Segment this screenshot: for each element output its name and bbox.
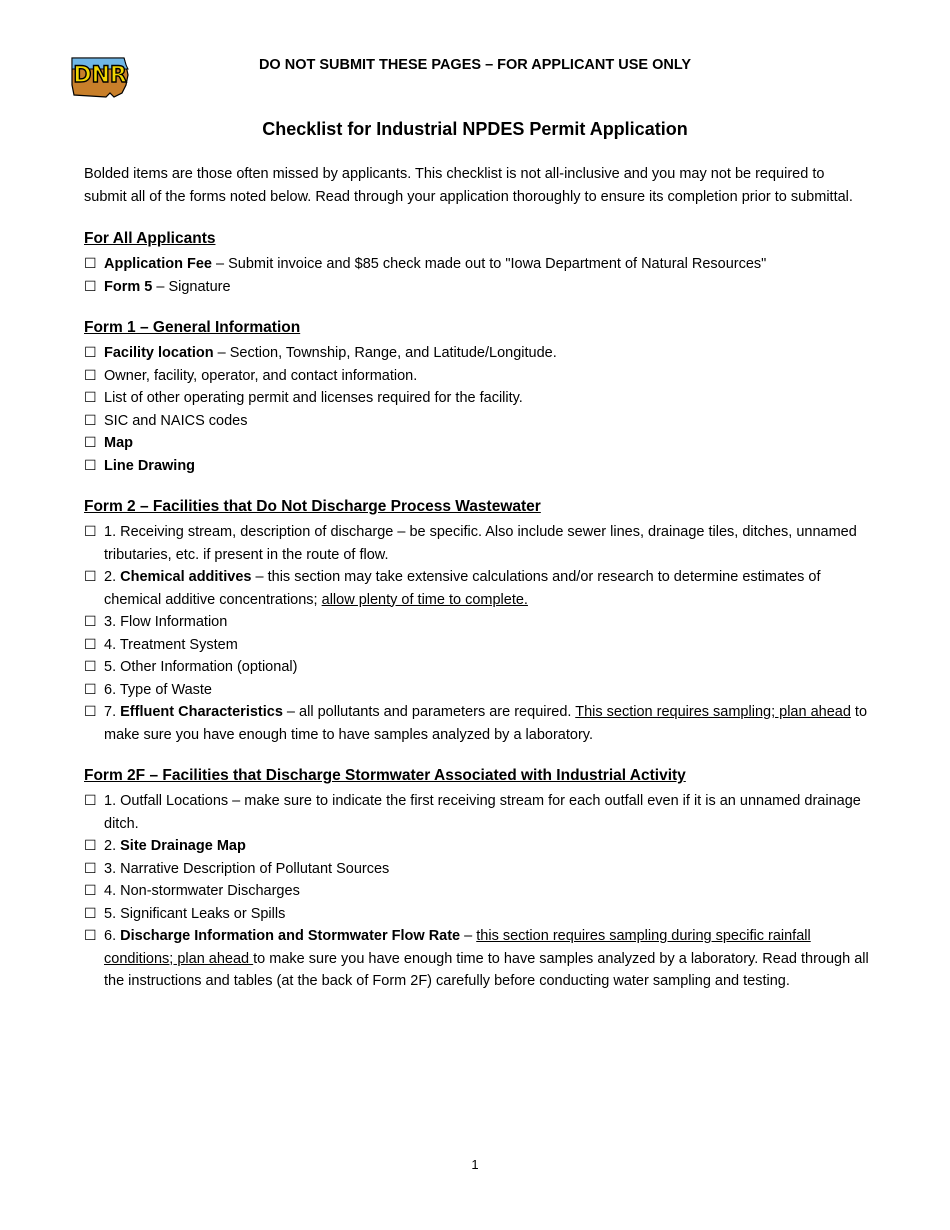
checklist-item[interactable]: ☐ 4. Treatment System [84, 634, 870, 657]
checkbox-icon[interactable]: ☐ [84, 681, 97, 698]
checklist-item[interactable]: ☐ 7. Effluent Characteristics – all pollutants and parameters are required. This section requires sampling; plan ahead to make sure you have enough time to have samples analyzed by a laboratory. [84, 701, 870, 746]
checkbox-icon[interactable]: ☐ [84, 928, 97, 944]
logo-text: DNR [73, 63, 127, 88]
checklist-item[interactable]: ☐ 2. Site Drainage Map [84, 835, 870, 858]
section-form1 [84, 316, 870, 477]
checkbox-icon[interactable]: ☐ [84, 569, 97, 585]
checkbox-icon[interactable]: ☐ [84, 614, 97, 630]
checkbox-icon[interactable]: ☐ [84, 838, 97, 854]
section-title: Form 1 – General Information [84, 319, 301, 336]
checkbox-icon[interactable]: ☐ [84, 412, 97, 429]
page-number: 1 [471, 1157, 479, 1172]
checkbox-icon[interactable]: ☐ [84, 367, 97, 384]
checklist-item[interactable]: ☐ Line Drawing [84, 455, 870, 478]
section-title: For All Applicants [84, 230, 216, 247]
checkbox-icon[interactable]: ☐ [84, 278, 97, 295]
checklist-item[interactable]: ☐ 6. Type of Waste [84, 679, 870, 702]
checklist-item[interactable]: ☐ 1. Outfall Locations – make sure to indicate the first receiving stream for each outfall even if it is an unnamed drainage ditch. [84, 790, 870, 835]
checklist-item[interactable]: ☐ 4. Non-stormwater Discharges [84, 880, 870, 903]
section-title: Form 2F – Facilities that Discharge Stormwater Associated with Industrial Activity [84, 767, 686, 784]
checklist-item[interactable]: ☐ 6. Discharge Information and Stormwater Flow Rate – this section requires sampling during specific rainfall conditions; plan ahead to make sure you have enough time to have samples analyzed by a laboratory. Read through all the instructions and tables (at the back of Form 2F) carefully before conducting water sampling and testing. [84, 925, 870, 993]
checkbox-icon[interactable]: ☐ [84, 457, 97, 474]
checkbox-icon[interactable]: ☐ [84, 636, 97, 653]
checklist-item[interactable]: ☐ Map [84, 432, 870, 455]
checklist-item[interactable]: ☐ Owner, facility, operator, and contact information. [84, 365, 870, 388]
checkbox-icon[interactable]: ☐ [84, 256, 97, 272]
checkbox-icon[interactable]: ☐ [84, 860, 97, 877]
checkbox-icon[interactable]: ☐ [84, 524, 97, 540]
checkbox-icon[interactable]: ☐ [84, 390, 97, 406]
checklist-item[interactable]: ☐ Application Fee – Submit invoice and $85 check made out to "Iowa Department of Natural Resources" [84, 253, 870, 276]
checklist-item[interactable]: ☐ SIC and NAICS codes [84, 410, 870, 433]
section-title: Form 2 – Facilities that Do Not Discharge Process Wastewater [84, 498, 541, 515]
header-note: DO NOT SUBMIT THESE PAGES – FOR APPLICANT USE ONLY [258, 57, 692, 73]
checkbox-icon[interactable]: ☐ [84, 345, 97, 361]
page-title: Checklist for Industrial NPDES Permit Application [262, 119, 688, 139]
checkbox-icon[interactable]: ☐ [84, 905, 97, 922]
checkbox-icon[interactable]: ☐ [84, 435, 97, 451]
checklist-item[interactable]: ☐ 5. Significant Leaks or Spills [84, 903, 870, 926]
checklist-content [84, 163, 870, 1011]
section-form2 [84, 495, 870, 746]
checklist-item[interactable]: ☐ List of other operating permit and licenses required for the facility. [84, 387, 870, 410]
checkbox-icon[interactable]: ☐ [84, 793, 97, 809]
checklist-item[interactable]: ☐ 5. Other Information (optional) [84, 656, 870, 679]
section-form2f [84, 764, 870, 993]
checklist-item[interactable]: ☐ Facility location – Section, Township, Range, and Latitude/Longitude. [84, 342, 870, 365]
intro-paragraph: Bolded items are those often missed by applicants. This checklist is not all-inclusive and you may not be required to submit all of the forms noted below. Read through your application thoroughly to ensure its completion prior to submittal. [84, 166, 853, 205]
checkbox-icon[interactable]: ☐ [84, 659, 97, 675]
checklist-item[interactable]: ☐ 3. Narrative Description of Pollutant Sources [84, 858, 870, 881]
checkbox-icon[interactable]: ☐ [84, 883, 97, 899]
checklist-item[interactable]: ☐ 2. Chemical additives – this section may take extensive calculations and/or research to determine estimates of chemical additive concentrations; allow plenty of time to complete. [84, 566, 870, 611]
section-all-applicants [84, 227, 870, 298]
checklist-item[interactable]: ☐ 3. Flow Information [84, 611, 870, 634]
checklist-item[interactable]: ☐ Form 5 – Signature [84, 276, 870, 299]
checklist-item[interactable]: ☐ 1. Receiving stream, description of discharge – be specific. Also include sewer lines, drainage tiles, ditches, unnamed tributaries, etc. if present in the route of flow. [84, 521, 870, 566]
checkbox-icon[interactable]: ☐ [84, 704, 97, 720]
